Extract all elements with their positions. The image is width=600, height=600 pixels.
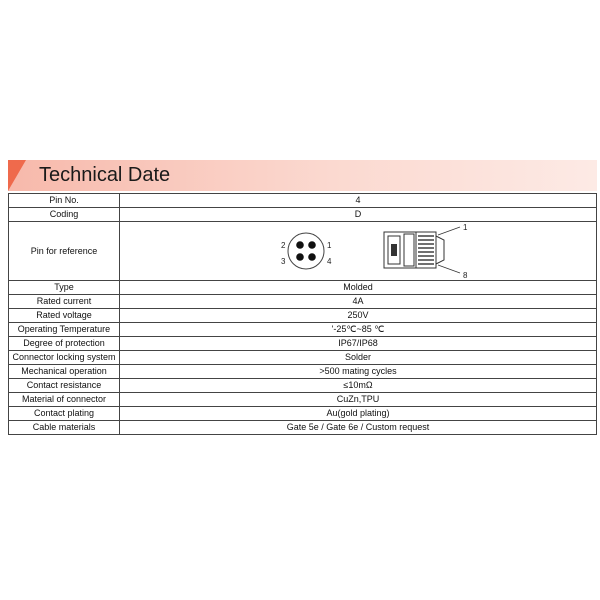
- leader-line-pin-1: [438, 227, 460, 235]
- table-row: [9, 393, 597, 407]
- section-title: Technical Date: [39, 164, 171, 186]
- table-row-pin-reference: [9, 222, 597, 281]
- row-value: Gate 5e / Gate 6e / Custom request: [120, 421, 597, 435]
- pin-4: [308, 253, 316, 261]
- rj45-housing: [404, 234, 414, 266]
- row-label: Rated voltage: [9, 309, 120, 323]
- pin-1: [308, 241, 316, 249]
- row-label: Operating Temperature: [9, 323, 120, 337]
- rj45-contact-block: [416, 232, 436, 268]
- table-row: [9, 295, 597, 309]
- table-row: [9, 281, 597, 295]
- rj45-pin-label-1: 1: [463, 223, 468, 232]
- pin-label-2: 2: [281, 241, 286, 250]
- row-value: ≤10mΩ: [120, 379, 597, 393]
- row-value: '-25℃~85 ℃: [120, 323, 597, 337]
- row-label: Coding: [9, 208, 120, 222]
- leader-line-pin-8: [438, 265, 460, 273]
- rj45-latch-slot: [391, 244, 397, 256]
- table-row: [9, 208, 597, 222]
- pin-diagrams-cell: [120, 222, 597, 281]
- pin-label-1: 1: [327, 241, 332, 250]
- row-label: Pin No.: [9, 194, 120, 208]
- row-value: >500 mating cycles: [120, 365, 597, 379]
- pin-3: [296, 253, 304, 261]
- row-value: Solder: [120, 351, 597, 365]
- circular-pin-diagram: [278, 222, 348, 280]
- row-label: Connector locking system: [9, 351, 120, 365]
- spec-table: [8, 193, 597, 435]
- row-label: Degree of protection: [9, 337, 120, 351]
- table-row: [9, 365, 597, 379]
- table-row: [9, 337, 597, 351]
- table-row: [9, 309, 597, 323]
- row-value: Au(gold plating): [120, 407, 597, 421]
- row-label: Cable materials: [9, 421, 120, 435]
- row-label: Contact resistance: [9, 379, 120, 393]
- table-row: [9, 421, 597, 435]
- row-label: Type: [9, 281, 120, 295]
- row-value: CuZn,TPU: [120, 393, 597, 407]
- connector-face: [288, 233, 324, 269]
- row-label: Pin for reference: [9, 222, 120, 281]
- row-value: D: [120, 208, 597, 222]
- row-label: Mechanical operation: [9, 365, 120, 379]
- pin-2: [296, 241, 304, 249]
- table-row: [9, 379, 597, 393]
- row-label: Material of connector: [9, 393, 120, 407]
- row-label: Rated current: [9, 295, 120, 309]
- rj45-tip: [436, 236, 444, 264]
- row-value: 4: [120, 194, 597, 208]
- table-row: [9, 407, 597, 421]
- table-row: [9, 194, 597, 208]
- table-row: [9, 351, 597, 365]
- table-row: [9, 323, 597, 337]
- row-value: Molded: [120, 281, 597, 295]
- section-header: [8, 160, 597, 191]
- row-value: 250V: [120, 309, 597, 323]
- row-value: 4A: [120, 295, 597, 309]
- rj45-connector-diagram: [380, 222, 490, 280]
- pin-label-4: 4: [327, 257, 332, 266]
- rj45-pin-label-8: 8: [463, 271, 468, 280]
- row-label: Contact plating: [9, 407, 120, 421]
- row-value: IP67/IP68: [120, 337, 597, 351]
- pin-label-3: 3: [281, 257, 286, 266]
- header-accent-tab: [8, 160, 26, 191]
